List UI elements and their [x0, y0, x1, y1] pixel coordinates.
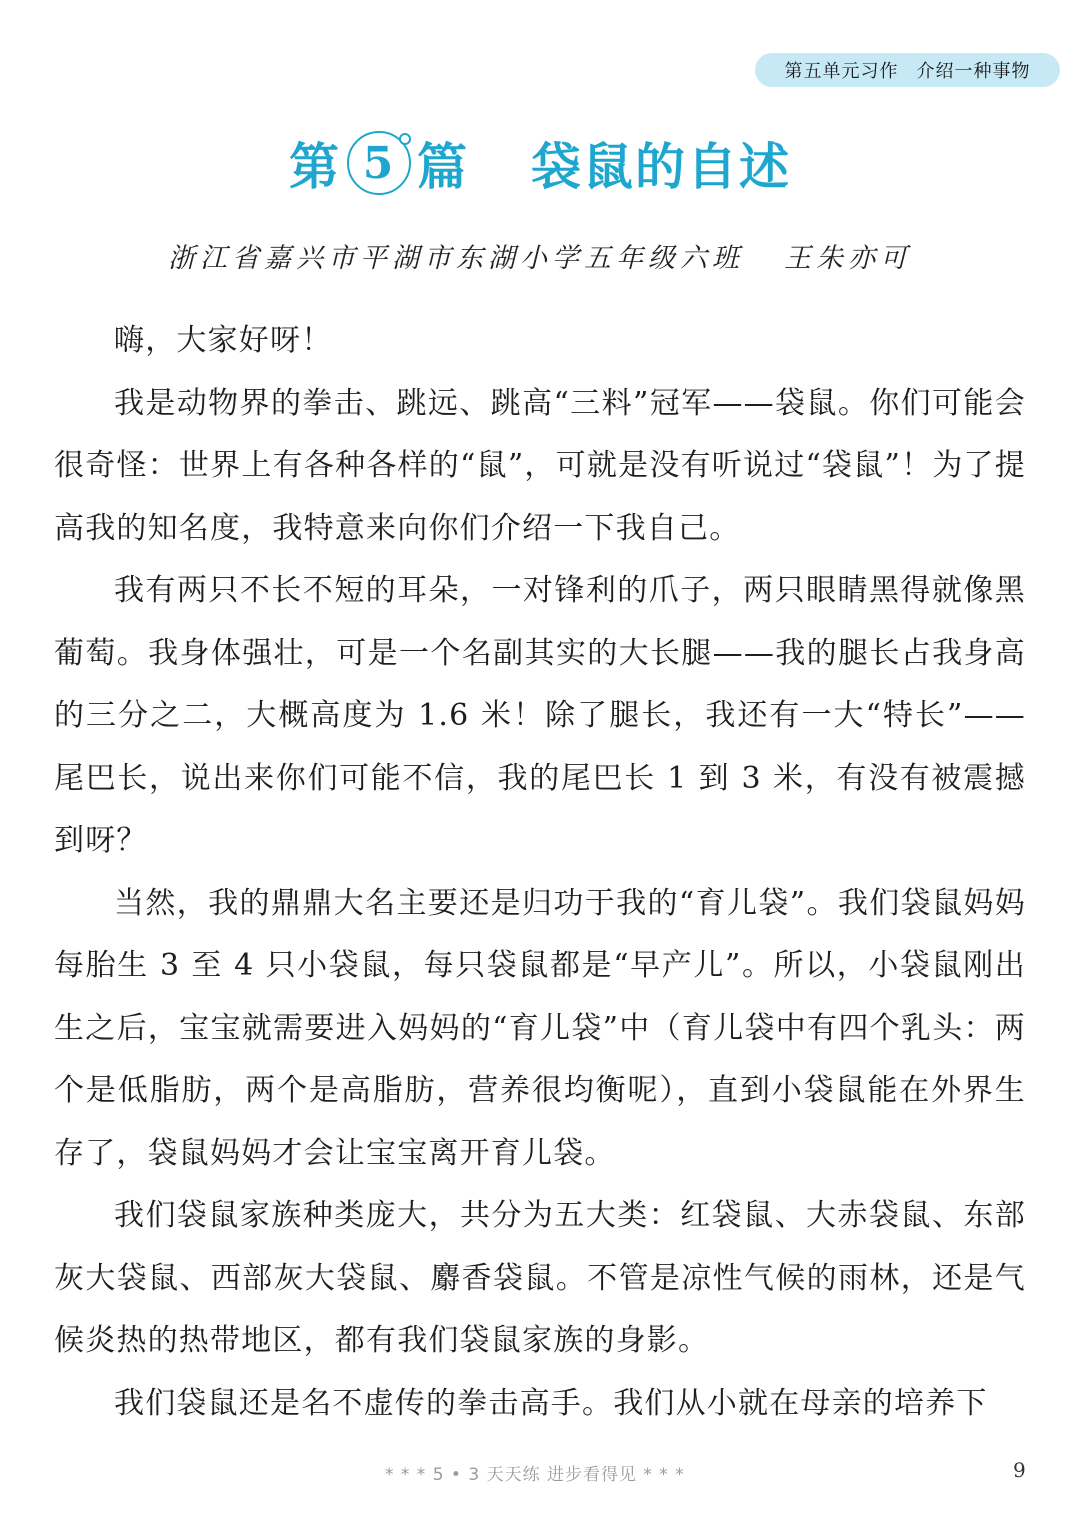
paragraph: 嗨，大家好呀！ — [114, 323, 333, 358]
footer-slogan: * * * 5 • 3 天天练 进步看得见 * * * — [385, 1465, 685, 1485]
paragraph: 当然，我的鼎鼎大名主要还是归功于我的“育儿袋”。我们袋鼠妈妈每胎生 3 至 4 只小袋鼠，每只袋鼠都是“早产儿”。所以，小袋鼠刚出生之后，宝宝就需要进入妈妈的“育儿袋”中（育儿袋中有四个乳头：两个是低脂肪，两个是高脂肪，营养很均衡呢），直到小袋鼠能在外界生存了，袋鼠妈妈才会让宝宝离开育儿袋。 — [54, 885, 1026, 1171]
title-suffix: 篇 — [417, 138, 469, 196]
author-school: 浙江省嘉兴市平湖市东湖小学五年级六班 — [168, 243, 744, 274]
unit-tab — [755, 53, 1060, 87]
author-name: 王朱亦可 — [784, 243, 912, 274]
author-line — [0, 236, 1080, 275]
article-title — [0, 128, 1080, 198]
page-number: 9 — [1013, 1458, 1026, 1482]
article-body — [54, 310, 1026, 1435]
article-number: 5 — [362, 137, 396, 189]
paragraph: 我们袋鼠家族种类庞大，共分为五大类：红袋鼠、大赤袋鼠、东部灰大袋鼠、西部灰大袋鼠、麝香袋鼠。不管是凉性气候的雨林，还是气候炎热的热带地区，都有我们袋鼠家族的身影。 — [54, 1198, 1026, 1358]
paragraph: 我们袋鼠还是名不虚传的拳击高手。我们从小就在母亲的培养下 — [114, 1385, 988, 1421]
paragraph: 我有两只不长不短的耳朵，一对锋利的爪子，两只眼睛黑得就像黑葡萄。我身体强壮，可是一个名副其实的大长腿——我的腿长占我身高的三分之二，大概高度为 1.6 米！除了腿长，我还有一大“特长”——尾巴长，说出来你们可能不信，我的尾巴长 1 到 3 米，有没有被震撼到呀？ — [54, 573, 1026, 858]
unit-label: 第五单元习作 — [784, 61, 899, 82]
topic-label: 介绍一种事物 — [916, 61, 1031, 82]
page-footer — [0, 1450, 1080, 1490]
article-number-badge — [347, 131, 411, 195]
title-prefix: 第 — [289, 138, 341, 196]
title-name: 袋鼠的自述 — [531, 138, 791, 196]
paragraph: 我是动物界的拳击、跳远、跳高“三料”冠军——袋鼠。你们可能会很奇怪：世界上有各种各样的“鼠”，可就是没有听说过“袋鼠”！为了提高我的知名度，我特意来向你们介绍一下我自己。 — [54, 385, 1026, 546]
